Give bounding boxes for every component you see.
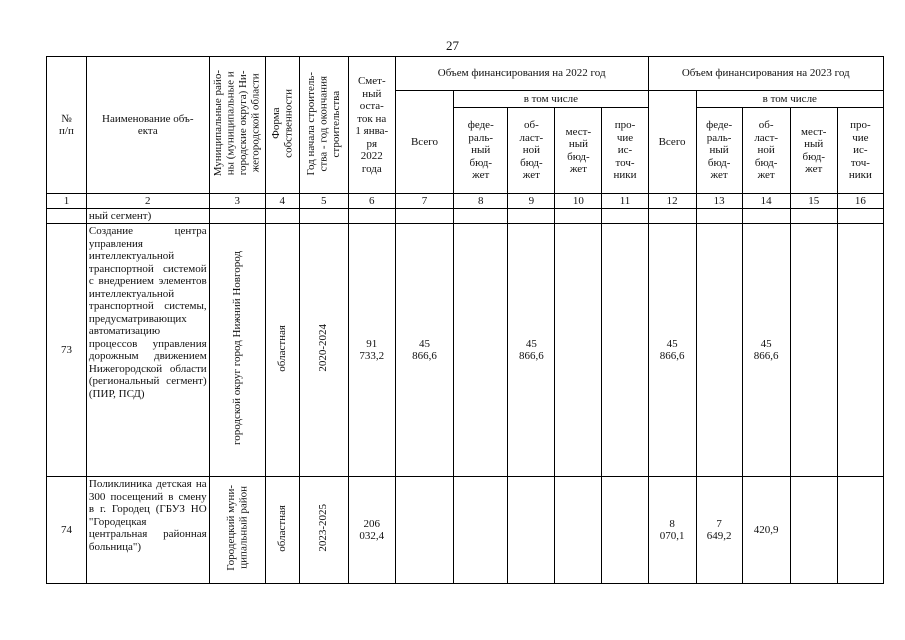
local-2022 <box>555 224 602 477</box>
header-ownership: Форма собственности <box>269 88 295 158</box>
local-2022 <box>555 477 602 584</box>
header-including-2022: в том числе <box>454 91 648 108</box>
header-other-2023: про- чие ис- точ- ники <box>837 108 883 194</box>
column-number: 7 <box>395 194 453 209</box>
header-num: № п/п <box>47 57 87 194</box>
district: Городецкий муни- ципальный район <box>224 485 250 572</box>
other-2022 <box>602 224 648 477</box>
regional-2023: 420,9 <box>742 477 790 584</box>
object-name: Поликлиника детская на 300 посещений в смену в г. Городец (ГБУЗ НО "Городецкая центральная районная больница") <box>86 477 209 584</box>
header-name: Наименование объ- екта <box>86 57 209 194</box>
ownership: областная <box>276 324 289 372</box>
estimate-balance: 206 032,4 <box>348 477 395 584</box>
header-total-2022: Всего <box>395 91 453 194</box>
column-number: 11 <box>602 194 648 209</box>
header-regional-2023: об- ласт- ной бюд- жет <box>742 108 790 194</box>
column-number: 10 <box>555 194 602 209</box>
column-number: 15 <box>790 194 837 209</box>
estimate-balance: 91 733,2 <box>348 224 395 477</box>
other-2023 <box>837 224 883 477</box>
construction-years: 2020-2024 <box>317 324 330 373</box>
header-total-2023: Всего <box>648 91 696 194</box>
total-2023: 8 070,1 <box>648 477 696 584</box>
total-2022: 45 866,6 <box>395 224 453 477</box>
row-number: 73 <box>47 224 87 477</box>
column-number: 4 <box>265 194 299 209</box>
header-local-2022: мест- ный бюд- жет <box>555 108 602 194</box>
regional-2022 <box>508 477 555 584</box>
column-number: 16 <box>837 194 883 209</box>
header-estimate: Смет- ный оста- ток на 1 янва- ря 2022 года <box>348 57 395 194</box>
column-number: 12 <box>648 194 696 209</box>
column-number: 14 <box>742 194 790 209</box>
column-number: 5 <box>299 194 348 209</box>
header-federal-2022: феде- раль- ный бюд- жет <box>454 108 508 194</box>
column-number: 2 <box>86 194 209 209</box>
ownership: областная <box>276 504 289 552</box>
column-number: 3 <box>209 194 265 209</box>
header-district: Муниципальные райо- ны (муниципальные и городские округа) Ни- жегородской области <box>212 70 262 177</box>
header-years: Год начала строитель- ства - год окончания строительства <box>304 71 342 175</box>
header-fin-2023: Объем финансирования на 2023 год <box>648 57 883 91</box>
local-2023 <box>790 477 837 584</box>
column-number: 6 <box>348 194 395 209</box>
construction-years: 2023-2025 <box>317 504 330 553</box>
header-federal-2023: феде- раль- ный бюд- жет <box>696 108 742 194</box>
object-name: Создание центра управления интеллектуальной транспортной системой с внедрением элементов интеллектуальной транспортной системы, предусматривающих автоматизацию процессов управления дорожным движением Нижегородской области (региональный сегмент) (ПИР, ПСД) <box>86 224 209 477</box>
federal-2022 <box>454 224 508 477</box>
district: городской округ город Нижний Новгород <box>231 251 244 446</box>
header-regional-2022: об- ласт- ной бюд- жет <box>508 108 555 194</box>
column-number: 9 <box>508 194 555 209</box>
row-number: 74 <box>47 477 87 584</box>
federal-2022 <box>454 477 508 584</box>
total-2022 <box>395 477 453 584</box>
local-2023 <box>790 224 837 477</box>
header-fin-2022: Объем финансирования на 2022 год <box>395 57 648 91</box>
table-row <box>47 224 884 477</box>
column-number-row <box>47 194 884 209</box>
financing-table <box>46 56 884 584</box>
total-2023: 45 866,6 <box>648 224 696 477</box>
column-number: 13 <box>696 194 742 209</box>
continuation-row <box>47 209 884 224</box>
regional-2023: 45 866,6 <box>742 224 790 477</box>
page-number: 27 <box>446 38 459 53</box>
regional-2022: 45 866,6 <box>508 224 555 477</box>
header-local-2023: мест- ный бюд- жет <box>790 108 837 194</box>
table-row <box>47 477 884 584</box>
other-2022 <box>602 477 648 584</box>
federal-2023 <box>696 224 742 477</box>
continuation-text: ный сегмент) <box>86 209 209 224</box>
column-number: 1 <box>47 194 87 209</box>
header-other-2022: про- чие ис- точ- ники <box>602 108 648 194</box>
header-including-2023: в том числе <box>696 91 883 108</box>
other-2023 <box>837 477 883 584</box>
federal-2023: 7 649,2 <box>696 477 742 584</box>
column-number: 8 <box>454 194 508 209</box>
